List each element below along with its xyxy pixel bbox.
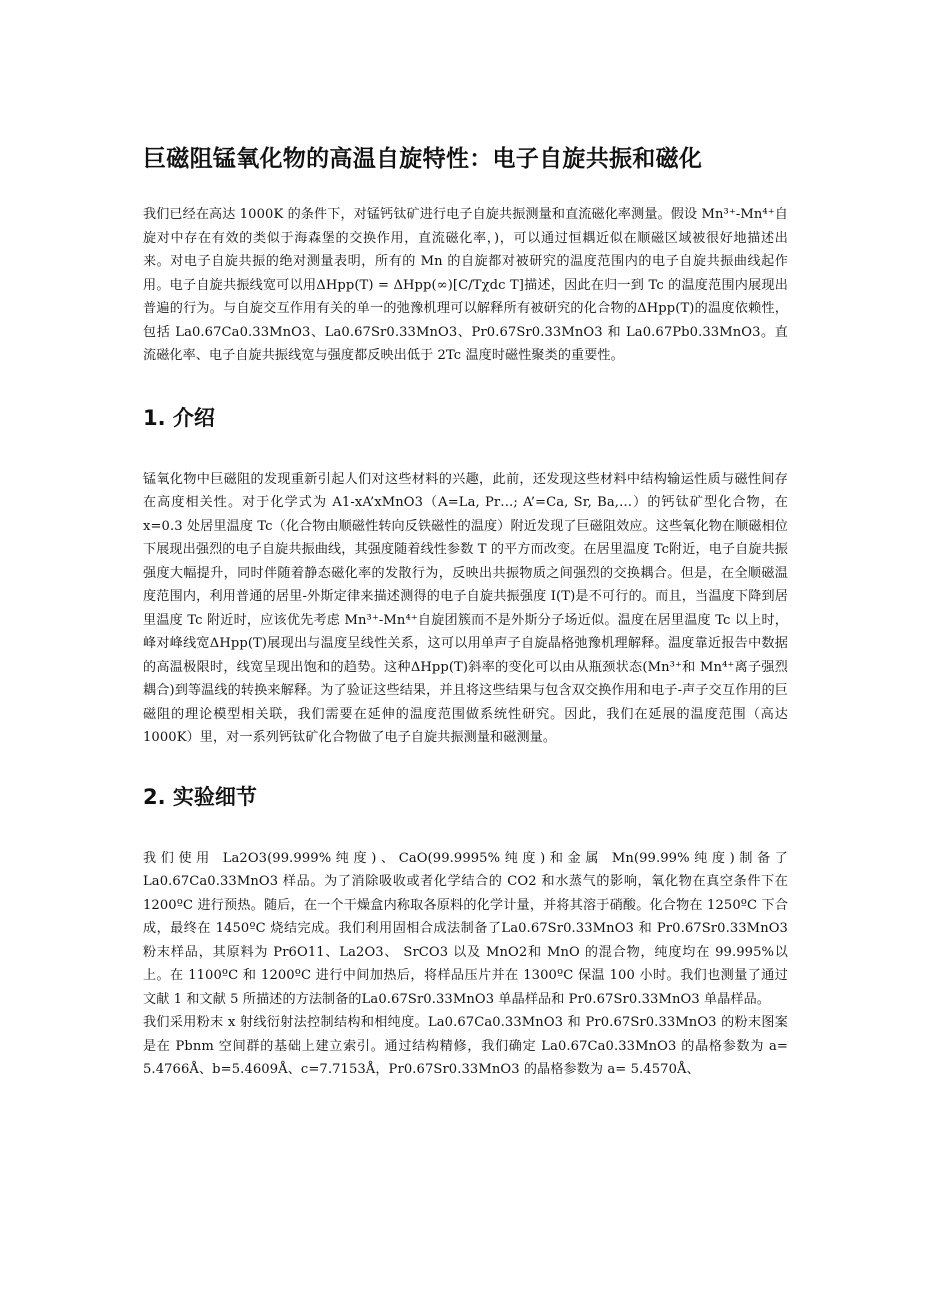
abstract-paragraph: 我们已经在高达 1000K 的条件下，对锰钙钛矿进行电子自旋共振测量和直流磁化率测量。假设 Mn³⁺-Mn⁴⁺自旋对中存在有效的类似于海森堡的交换作用，直流磁化率，)，可以通过恒耦近似在顺磁区域被很好地描述出来。对电子自旋共振的绝对测量表明，所有的 Mn 的自旋都对被研究的温度范围内的电子自旋共振曲线起作用。电子自旋共振线宽可以用ΔHpp(T) = ΔHpp(∞)[C/Tχdc T]描述，因此在归一到 Tc 的温度范围内展现出普遍的行为。与自旋交互作用有关的单一的弛豫机理可以解释所有被研究的化合物的ΔHpp(T)的温度依赖性，包括 La0.67Ca0.33MnO3、La0.67Sr0.33MnO3、Pr0.67Sr0.33MnO3 和 La0.67Pb0.33MnO3。直流磁化率、电子自旋共振线宽与强度都反映出低于 2Tc 温度时磁性聚类的重要性。 [143, 207, 788, 363]
experimental-paragraph-2: 我们采用粉末 x 射线衍射法控制结构和相纯度。La0.67Ca0.33MnO3 和 Pr0.67Sr0.33MnO3 的粉末图案是在 Pbnm 空间群的基础上建立索引。通过结构精修，我们确定 La0.67Ca0.33MnO3 的晶格参数为 a= 5.4766Å、b=5.4609Å、c=7.7153Å，Pr0.67Sr0.33MnO3 的晶格参数为 a= 5.4570Å、 [143, 1015, 788, 1077]
experimental-paragraph-1: 我们使用 La2O3(99.999%纯度)、CaO(99.9995%纯度)和金属 Mn(99.99%纯度)制备了La0.67Ca0.33MnO3 样品。为了消除吸收或者化学结合的 CO2 和水蒸气的影响，氧化物在真空条件下在 1200ºC 进行预热。随后，在一个干燥盒内称取各原料的化学计量，并将其溶于硝酸。化合物在 1250ºC 下合成，最终在 1450ºC 烧结完成。我们利用固相合成法制备了La0.67Sr0.33MnO3 和 Pr0.67Sr0.33MnO3 粉末样品，其原料为 Pr6O11、La2O3、 SrCO3 以及 MnO2和 MnO 的混合物，纯度均在 99.995%以上。在 1100ºC 和 1200ºC 进行中间加热后，将样品压片并在 1300ºC 保温 100 小时。我们也测量了通过文献 1 和文献 5 所描述的方法制备的La0.67Sr0.33MnO3 单晶样品和 Pr0.67Sr0.33MnO3 单晶样品。 [143, 850, 788, 1007]
section-heading-introduction: 1. 介绍 [143, 405, 215, 430]
section-heading-experimental: 2. 实验细节 [143, 784, 257, 809]
document-content [143, 140, 788, 1082]
introduction-paragraph: 锰氧化物中巨磁阻的发现重新引起人们对这些材料的兴趣，此前，还发现这些材料中结构输运性质与磁性间存在高度相关性。对于化学式为 A1-xA’xMnO3（A=La, Pr…; A’=Ca, Sr, Ba,…）的钙钛矿型化合物，在 x=0.3 处居里温度 Tc（化合物由顺磁性转向反铁磁性的温度）附近发现了巨磁阻效应。这些氧化物在顺磁相位下展现出强烈的电子自旋共振曲线，其强度随着线性参数 T 的平方而改变。在居里温度 Tc附近，电子自旋共振强度大幅提升，同时伴随着静态磁化率的发散行为，反映出共振物质之间强烈的交换耦合。但是，在全顺磁温度范围内，利用普通的居里-外斯定律来描述测得的电子自旋共振强度 I(T)是不可行的。而且，当温度下降到居里温度 Tc 附近时，应该优先考虑 Mn³⁺-Mn⁴⁺自旋团簇而不是外斯分子场近似。温度在居里温度 Tc 以上时，峰对峰线宽ΔHpp(T)展现出与温度呈线性关系，这可以用单声子自旋晶格弛豫机理解释。温度靠近报告中数据的高温极限时，线宽呈现出饱和的趋势。这种ΔHpp(T)斜率的变化可以由从瓶颈状态(Mn³⁺和 Mn⁴⁺离子强烈耦合)到等温线的转换来解释。为了验证这些结果，并且将这些结果与包含双交换作用和电子-声子交互作用的巨磁阻的理论模型相关联，我们需要在延伸的温度范围做系统性研究。因此，我们在延展的温度范围（高达 1000K）里，对一系列钙钛矿化合物做了电子自旋共振测量和磁测量。 [143, 471, 788, 745]
paper-title: 巨磁阻锰氧化物的高温自旋特性：电子自旋共振和磁化 [143, 146, 703, 172]
